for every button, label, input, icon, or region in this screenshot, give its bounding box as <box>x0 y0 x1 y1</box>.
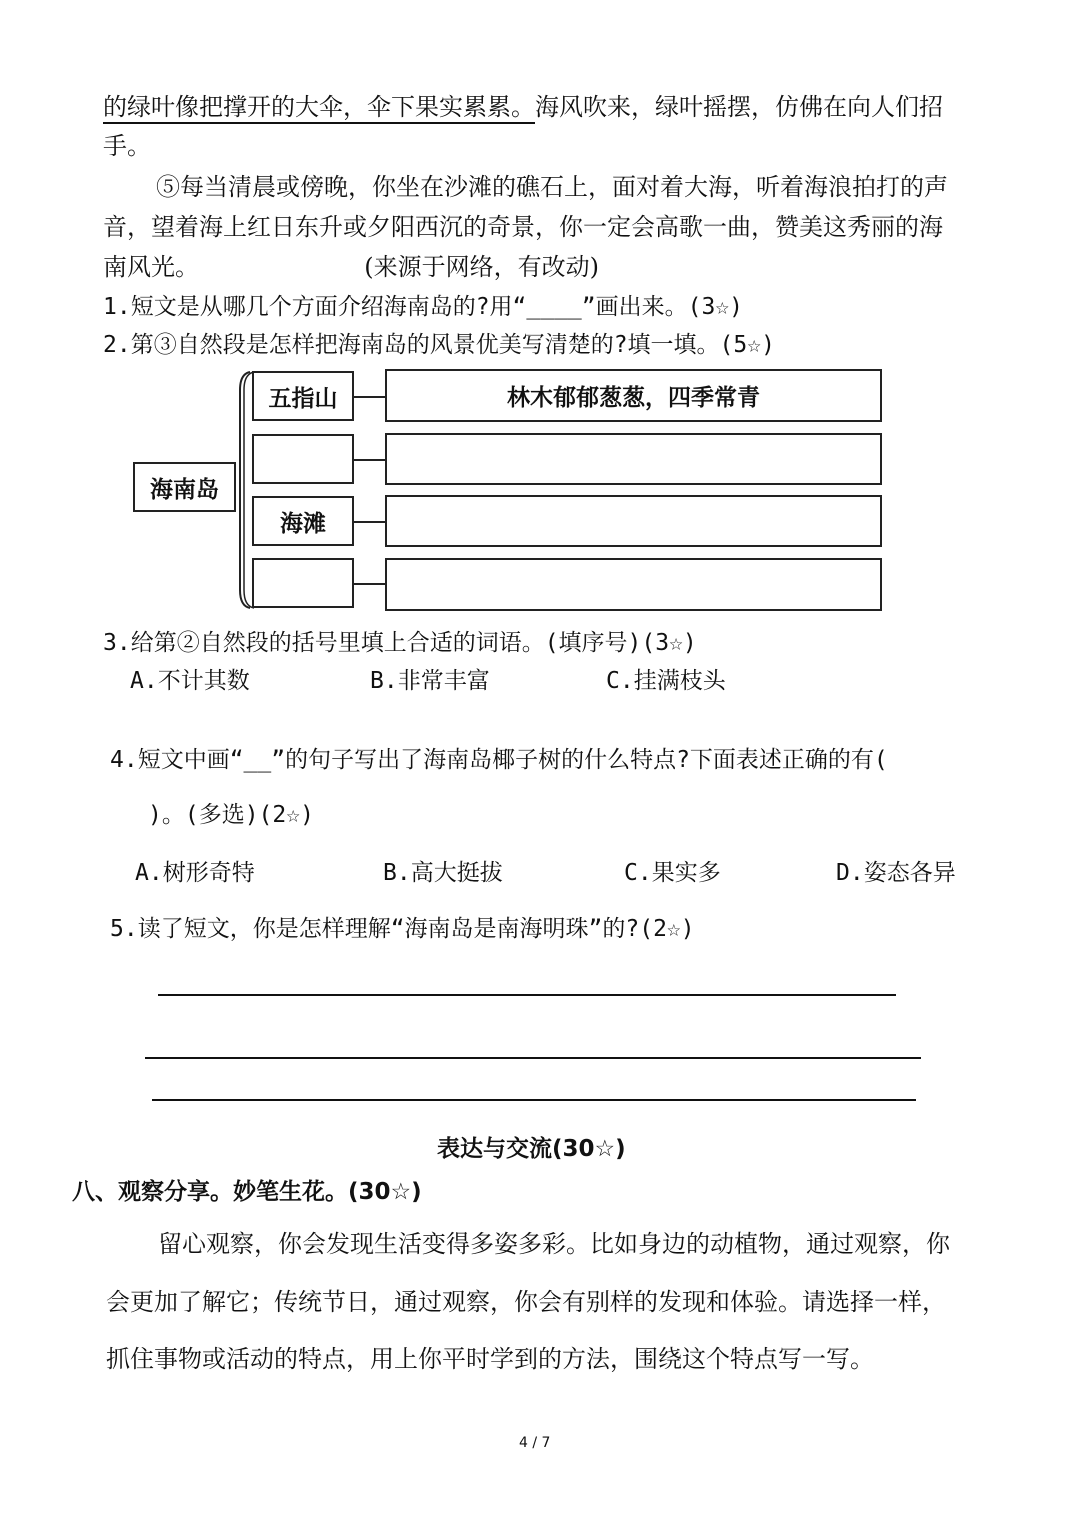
answer-line[interactable] <box>152 1099 916 1101</box>
passage-line: 手。 <box>103 132 151 160</box>
question-1: 1.短文是从哪几个方面介绍海南岛的?用“____”画出来。(3☆) <box>103 294 744 320</box>
q4-option-d: D.姿态各异 <box>836 860 956 886</box>
prompt-line: 抓住事物或活动的特点，用上你平时学到的方法，围绕这个特点写一写。 <box>106 1345 874 1373</box>
connector-line <box>354 521 386 523</box>
section-heading: 表达与交流(30☆) <box>437 1136 626 1162</box>
branch-label-box: 海滩 <box>252 496 354 546</box>
prompt-line: 留心观察，你会发现生活变得多姿多彩。比如身边的动植物，通过观察，你 <box>158 1230 950 1258</box>
paragraph-5-line: ⑤每当清晨或傍晚，你坐在沙滩的礁石上，面对着大海，听着海浪拍打的声 <box>156 173 948 201</box>
page-number: 4 / 7 <box>519 1435 551 1451</box>
passage-text: 海风吹来，绿叶摇摆，仿佛在向人们招 <box>535 93 943 121</box>
branch-label-blank[interactable] <box>252 434 354 484</box>
connector-line <box>354 583 386 585</box>
question-5: 5.读了短文，你是怎样理解“海南岛是南海明珠”的?(2☆) <box>110 916 695 942</box>
question-4-cont: )。(多选)(2☆) <box>148 802 314 828</box>
branch-desc-blank[interactable] <box>385 495 882 547</box>
q4-option-c: C.果实多 <box>624 860 721 886</box>
question-4: 4.短文中画“__”的句子写出了海南岛椰子树的什么特点?下面表述正确的有( <box>110 747 888 773</box>
paragraph-5-line: 音，望着海上红日东升或夕阳西沉的奇景，你一定会高歌一曲，赞美这秀丽的海 <box>103 213 943 241</box>
q4-option-b: B.高大挺拔 <box>383 860 503 886</box>
branch-desc-blank[interactable] <box>385 433 882 485</box>
diagram-root-box: 海南岛 <box>133 462 236 512</box>
paragraph-5-line <box>103 252 599 282</box>
branch-label-blank[interactable] <box>252 558 354 608</box>
brace-icon <box>232 370 254 610</box>
question-2: 2.第③自然段是怎样把海南岛的风景优美写清楚的?填一填。(5☆) <box>103 332 775 358</box>
connector-line <box>354 459 386 461</box>
q3-option-b: B.非常丰富 <box>370 668 490 694</box>
source-note: (来源于网络，有改动) <box>364 253 600 281</box>
question-3: 3.给第②自然段的括号里填上合适的词语。(填序号)(3☆) <box>103 630 697 656</box>
branch-desc-blank[interactable] <box>385 558 882 611</box>
part-8-title: 八、观察分享。妙笔生花。(30☆) <box>72 1179 422 1205</box>
passage-line <box>103 92 943 122</box>
prompt-line: 会更加了解它；传统节日，通过观察，你会有别样的发现和体验。请选择一样， <box>106 1288 946 1316</box>
connector-line <box>354 396 386 398</box>
branch-label-box: 五指山 <box>252 371 354 421</box>
answer-line[interactable] <box>158 994 896 996</box>
answer-line[interactable] <box>145 1057 921 1059</box>
branch-desc-box: 林木郁郁葱葱，四季常青 <box>385 369 882 422</box>
q3-option-a: A.不计其数 <box>130 668 250 694</box>
underlined-sentence: 的绿叶像把撑开的大伞，伞下果实累累。 <box>103 93 535 124</box>
passage-text: 南风光。 <box>103 253 199 281</box>
q3-option-c: C.挂满枝头 <box>606 668 726 694</box>
q4-option-a: A.树形奇特 <box>135 860 255 886</box>
